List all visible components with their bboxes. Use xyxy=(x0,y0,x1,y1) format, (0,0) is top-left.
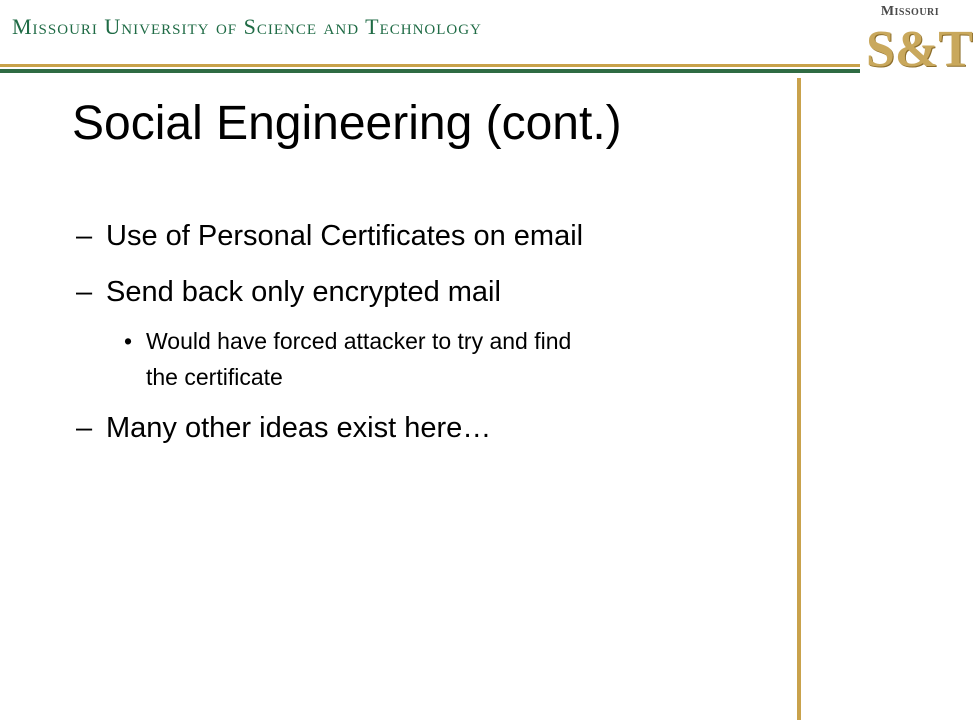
list-item-text: Use of Personal Certificates on email xyxy=(106,220,584,252)
bullet-marker: • xyxy=(124,328,133,354)
dash-marker: – xyxy=(76,276,93,308)
list-item-text: Many other ideas exist here… xyxy=(106,412,492,444)
logo-mark: S&T xyxy=(866,21,973,78)
list-item xyxy=(76,276,501,309)
sub-list-item xyxy=(124,326,764,390)
dash-marker: – xyxy=(76,220,93,252)
sub-list-item-text-line2: the certificate xyxy=(146,364,283,390)
header-green-rule xyxy=(0,69,860,73)
university-name: Missouri University of Science and Technology xyxy=(12,14,482,39)
list-item-text: Send back only encrypted mail xyxy=(106,276,501,308)
slide-title: Social Engineering (cont.) xyxy=(72,97,622,150)
list-item xyxy=(76,220,583,253)
sub-list-item-text-line1: Would have forced attacker to try and find xyxy=(146,328,572,354)
list-item xyxy=(76,412,491,445)
logo-top-text: Missouri xyxy=(880,4,940,19)
header-gold-rule xyxy=(0,64,860,67)
vertical-gold-rule xyxy=(797,78,801,720)
dash-marker: – xyxy=(76,412,93,444)
university-logo xyxy=(862,4,973,82)
